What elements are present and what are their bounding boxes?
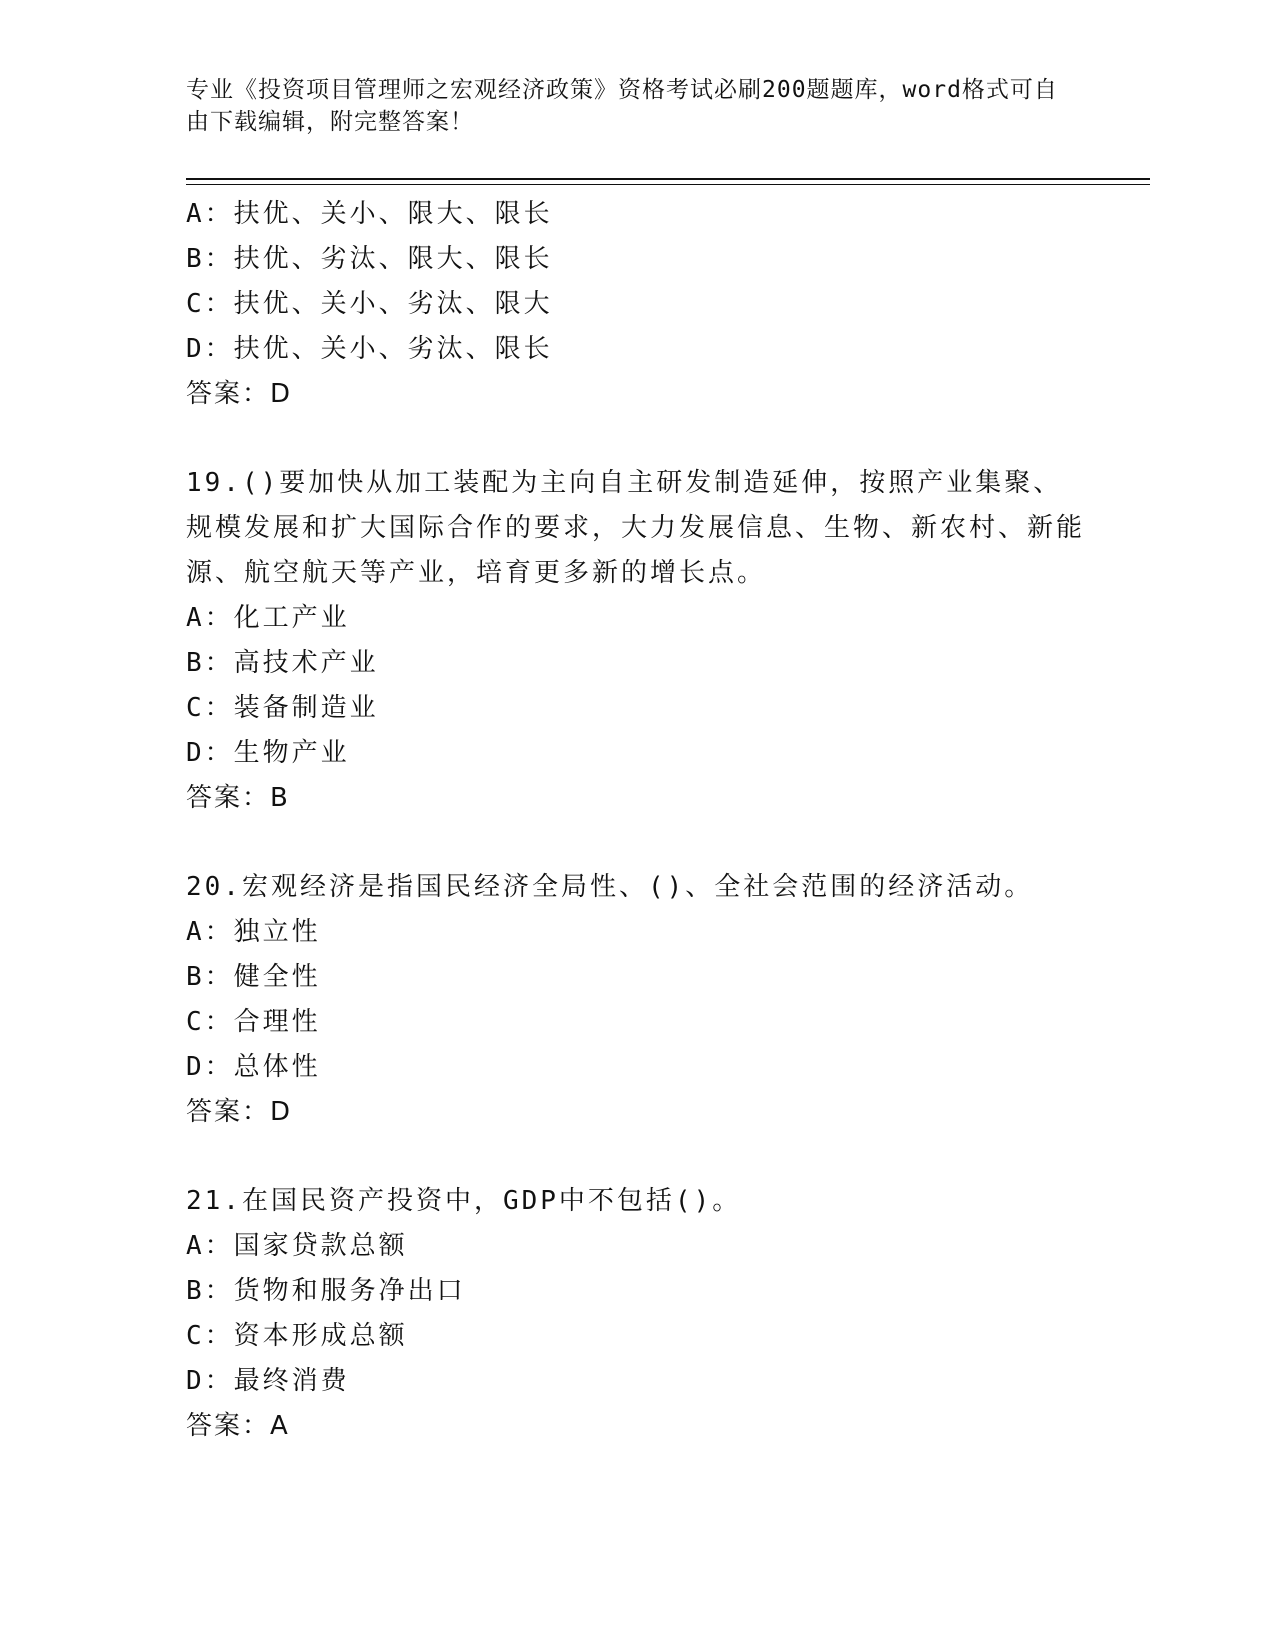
option-a: A：国家贷款总额 [186,1231,408,1261]
option-d: D：扶优、关小、劣汰、限长 [186,334,553,364]
option-b: B：高技术产业 [186,648,379,678]
answer: 答案：B [186,783,290,813]
question-block-21 [186,1179,1086,1449]
header-divider-thick [186,178,1150,180]
question-text: 19.()要加快从加工装配为主向自主研发制造延伸，按照产业集聚、规模发展和扩大国际合作的要求，大力发展信息、生物、新农村、新能源、航空航天等产业，培育更多新的增长点。 [186,468,1086,588]
question-block-partial [186,192,1086,417]
option-a: A：扶优、关小、限大、限长 [186,199,553,229]
option-a: A：独立性 [186,917,321,947]
option-c: C：装备制造业 [186,693,379,723]
header-divider-thin [186,184,1150,185]
question-text: 20.宏观经济是指国民经济全局性、()、全社会范围的经济活动。 [186,872,1034,902]
question-list [186,192,1086,1449]
option-d: D：生物产业 [186,738,350,768]
answer: 答案：D [186,1097,293,1127]
option-c: C：合理性 [186,1007,321,1037]
option-b: B：健全性 [186,962,321,992]
document-header: 专业《投资项目管理师之宏观经济政策》资格考试必刷200题题库，word格式可自由下载编辑，附完整答案！ [186,77,1058,135]
answer: 答案：D [186,379,293,409]
question-block-20 [186,865,1086,1135]
option-d: D：最终消费 [186,1366,350,1396]
option-a: A：化工产业 [186,603,350,633]
answer: 答案：A [186,1411,290,1441]
option-b: B：扶优、劣汰、限大、限长 [186,244,553,274]
option-b: B：货物和服务净出口 [186,1276,466,1306]
option-d: D：总体性 [186,1052,321,1082]
option-c: C：扶优、关小、劣汰、限大 [186,289,553,319]
question-text: 21.在国民资产投资中，GDP中不包括()。 [186,1186,742,1216]
question-block-19 [186,461,1086,821]
option-c: C：资本形成总额 [186,1321,408,1351]
